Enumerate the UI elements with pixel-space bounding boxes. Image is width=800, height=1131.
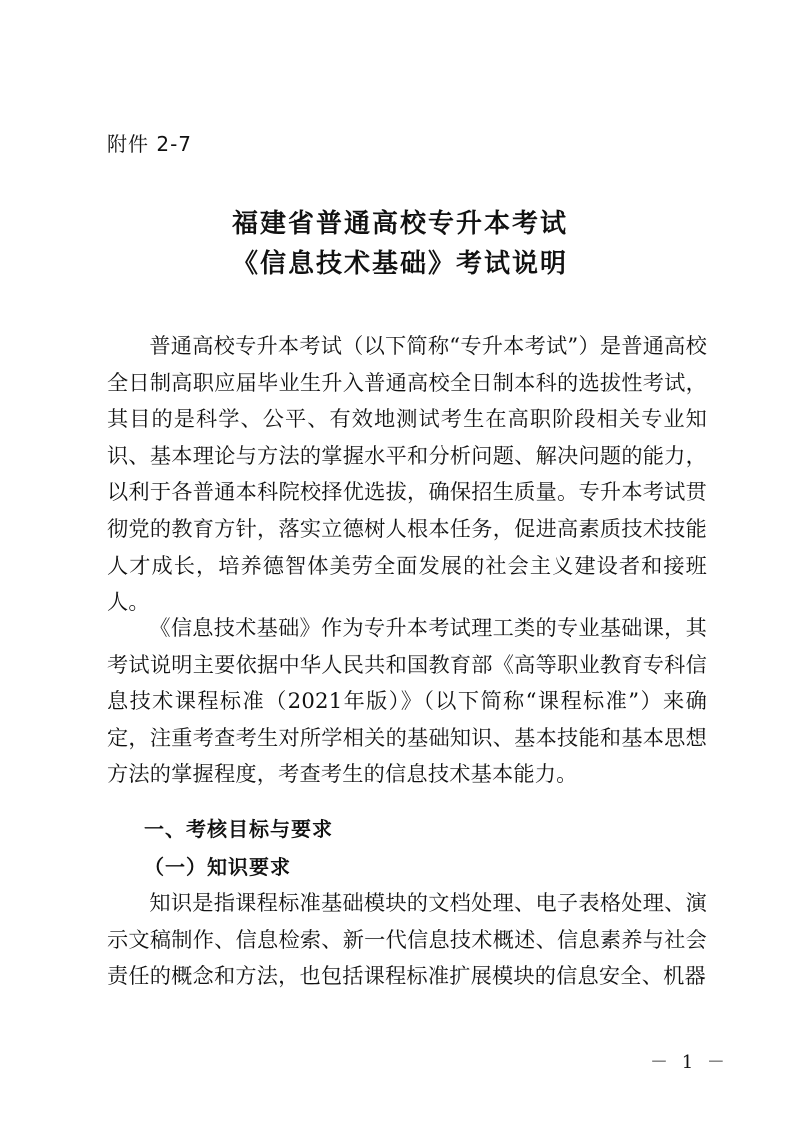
knowledge-paragraph-block xyxy=(107,885,707,995)
intro-paragraph-block xyxy=(107,328,707,621)
purpose-paragraph-block xyxy=(107,610,707,793)
paragraph-3: 知识是指课程标准基础模块的文档处理、电子表格处理、演示文稿制作、信息检索、新一代信息技术概述、信息素养与社会责任的概念和方法，也包括课程标准扩展模块的信息安全、机器 xyxy=(107,890,707,989)
subsection-heading-1: （一）知识要求 xyxy=(144,855,291,879)
page-number: － 1 － xyxy=(650,1052,729,1073)
document-title-line-2: 《信息技术基础》考试说明 xyxy=(231,249,568,279)
document-title-line-1: 福建省普通高校专升本考试 xyxy=(231,209,568,239)
paragraph-2: 《信息技术基础》作为专升本考试理工类的专业基础课，其考试说明主要依据中华人民共和国教育部《高等职业教育专科信息技术课程标准（2021年版）》（以下简称“课程标准”）来确定，注重考查考生对所学相关的基础知识、基本技能和基本思想方法的掌握程度，考查考生的信息技术基本能力。 xyxy=(107,615,707,787)
attachment-label: 附件 2-7 xyxy=(107,132,193,156)
section-heading-1: 一、考核目标与要求 xyxy=(144,817,333,841)
paragraph-1: 普通高校专升本考试（以下简称“专升本考试”）是普通高校全日制高职应届毕业生升入普通高校全日制本科的选拔性考试，其目的是科学、公平、有效地测试考生在高职阶段相关专业知识、基本理论与方法的掌握水平和分析问题、解决问题的能力，以利于各普通本科院校择优选拔，确保招生质量。专升本考试贯彻党的教育方针，落实立德树人根本任务，促进高素质技术技能人才成长，培养德智体美劳全面发展的社会主义建设者和接班人。 xyxy=(107,333,707,615)
